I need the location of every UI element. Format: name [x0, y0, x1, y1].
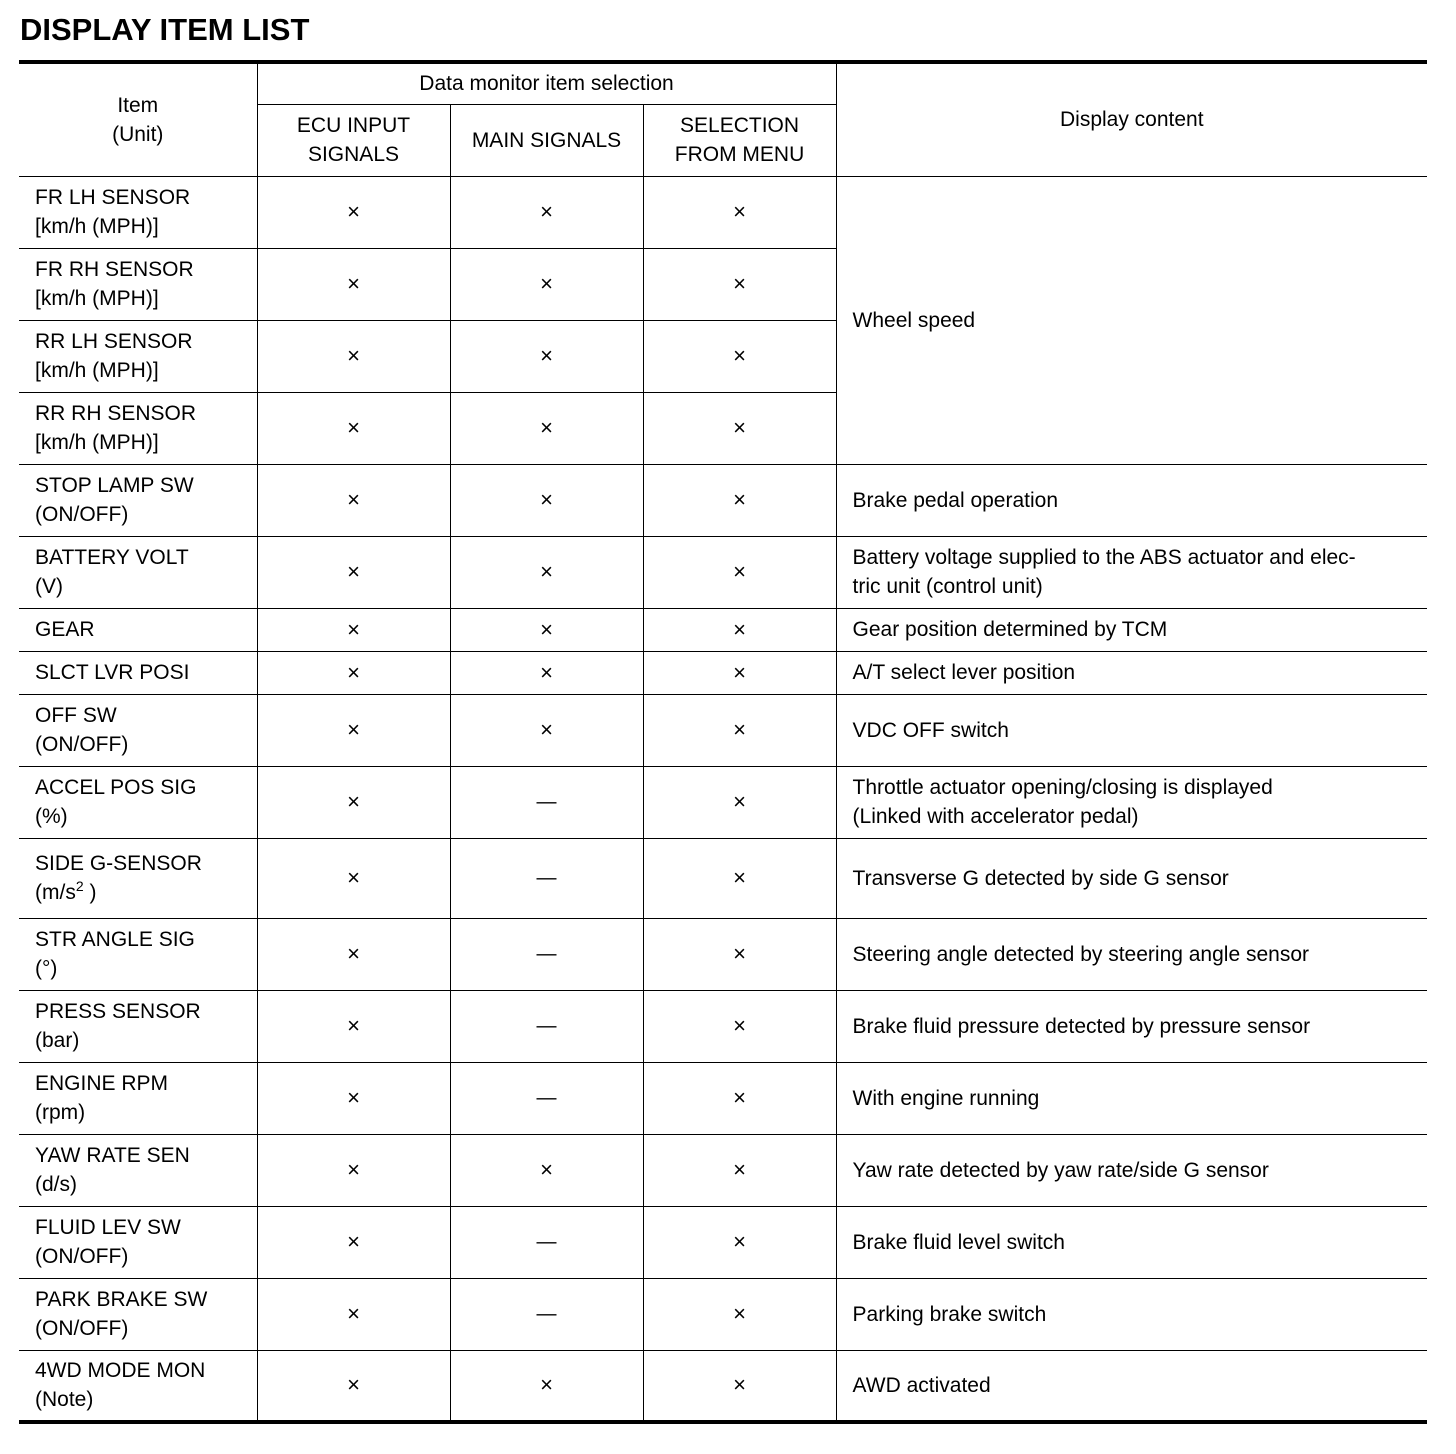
display-item-table — [19, 60, 1427, 1424]
ecu-mark: × — [257, 1278, 450, 1350]
item-unit: [km/h (MPH)] — [35, 431, 159, 454]
main-signals-header: MAIN SIGNALS — [450, 104, 643, 176]
ecu-mark: × — [257, 1134, 450, 1206]
page-title: DISPLAY ITEM LIST — [20, 12, 310, 47]
display-content-cell — [836, 918, 1427, 990]
table-row — [19, 694, 1427, 766]
unit-header-label: (Unit) — [112, 122, 164, 146]
display-content-line: Steering angle detected by steering angle sensor — [852, 942, 1310, 966]
main-mark: × — [450, 320, 643, 392]
item-cell — [19, 1134, 257, 1206]
item-cell — [19, 536, 257, 608]
item-cell — [19, 918, 257, 990]
display-content-cell — [836, 1278, 1427, 1350]
item-cell — [19, 1062, 257, 1134]
menu-mark: × — [643, 694, 836, 766]
item-unit: [km/h (MPH)] — [35, 287, 159, 310]
item-unit: (°) — [35, 957, 58, 980]
item-name: ACCEL POS SIG — [35, 776, 197, 799]
ecu-mark: × — [257, 838, 450, 918]
main-mark: — — [450, 990, 643, 1062]
table-row — [19, 1134, 1427, 1206]
ecu-mark: × — [257, 608, 450, 651]
item-cell — [19, 248, 257, 320]
item-column-header — [19, 62, 257, 176]
display-content-cell — [836, 766, 1427, 838]
table-body — [19, 176, 1427, 1422]
item-unit: (%) — [35, 805, 68, 828]
ecu-mark: × — [257, 694, 450, 766]
ecu-input-signals-header: ECU INPUT SIGNALS — [257, 104, 450, 176]
item-name: FR LH SENSOR — [35, 186, 191, 209]
item-name: FLUID LEV SW — [35, 1216, 181, 1239]
item-unit: (d/s) — [35, 1173, 77, 1196]
ecu-mark: × — [257, 918, 450, 990]
menu-mark: × — [643, 464, 836, 536]
main-mark: × — [450, 536, 643, 608]
ecu-mark: × — [257, 651, 450, 694]
display-content-line: tric unit (control unit) — [852, 575, 1043, 598]
ecu-mark: × — [257, 248, 450, 320]
main-mark: × — [450, 176, 643, 248]
item-cell — [19, 1206, 257, 1278]
ecu-mark: × — [257, 1062, 450, 1134]
display-content-cell — [836, 1134, 1427, 1206]
display-content-line: Parking brake switch — [852, 1302, 1047, 1326]
item-cell — [19, 1278, 257, 1350]
display-content-line: Transverse G detected by side G sensor — [852, 866, 1229, 890]
menu-mark: × — [643, 608, 836, 651]
display-content-line: With engine running — [852, 1086, 1040, 1110]
item-unit: [km/h (MPH)] — [35, 359, 159, 382]
display-content-cell — [836, 536, 1427, 608]
menu-mark: × — [643, 1134, 836, 1206]
table-row — [19, 766, 1427, 838]
table-row — [19, 1062, 1427, 1134]
ecu-mark: × — [257, 176, 450, 248]
selection-from-menu-header: SELECTION FROM MENU — [643, 104, 836, 176]
display-content-line: Brake pedal operation — [852, 488, 1059, 512]
menu-mark: × — [643, 536, 836, 608]
item-unit: (V) — [35, 575, 63, 598]
menu-mark: × — [643, 248, 836, 320]
item-name: YAW RATE SEN — [35, 1144, 190, 1167]
table-row — [19, 608, 1427, 651]
main-mark: × — [450, 1134, 643, 1206]
table-row — [19, 990, 1427, 1062]
menu-mark: × — [643, 1206, 836, 1278]
display-content-line: Battery voltage supplied to the ABS actuator and elec- — [852, 546, 1356, 569]
display-content-line: Brake fluid pressure detected by pressure sensor — [852, 1014, 1311, 1038]
display-content-cell — [836, 1062, 1427, 1134]
menu-mark: × — [643, 838, 836, 918]
display-content-cell — [836, 990, 1427, 1062]
display-content-line: VDC OFF switch — [852, 718, 1009, 742]
display-content-cell — [836, 1350, 1427, 1422]
display-content-line: Throttle actuator opening/closing is displayed — [852, 776, 1273, 799]
ecu-mark: × — [257, 536, 450, 608]
item-cell — [19, 838, 257, 918]
main-mark: × — [450, 1350, 643, 1422]
main-mark: — — [450, 918, 643, 990]
menu-mark: × — [643, 651, 836, 694]
table-row — [19, 1206, 1427, 1278]
display-content-cell — [836, 651, 1427, 694]
item-name: PRESS SENSOR — [35, 1000, 201, 1023]
item-unit: (rpm) — [35, 1101, 86, 1124]
item-name: 4WD MODE MON — [35, 1359, 206, 1383]
menu-mark: × — [643, 392, 836, 464]
main-mark: × — [450, 248, 643, 320]
item-cell — [19, 176, 257, 248]
display-content-cell — [836, 608, 1427, 651]
menu-mark: × — [643, 766, 836, 838]
display-content-line: A/T select lever position — [852, 661, 1076, 684]
menu-mark: × — [643, 1278, 836, 1350]
menu-mark: × — [643, 1350, 836, 1422]
ecu-mark: × — [257, 766, 450, 838]
ecu-mark: × — [257, 990, 450, 1062]
ecu-mark: × — [257, 320, 450, 392]
data-monitor-group-header: Data monitor item selection — [257, 62, 836, 104]
table-row — [19, 464, 1427, 536]
item-unit: (bar) — [35, 1029, 80, 1052]
item-unit: [km/h (MPH)] — [35, 215, 159, 238]
item-cell — [19, 694, 257, 766]
display-content-line: Gear position determined by TCM — [852, 618, 1168, 641]
item-unit: (ON/OFF) — [35, 503, 129, 526]
table-header — [19, 62, 1427, 176]
table-row — [19, 838, 1427, 918]
item-name: RR LH SENSOR — [35, 330, 193, 353]
display-content-cell — [836, 838, 1427, 918]
item-cell — [19, 1350, 257, 1422]
main-mark: — — [450, 838, 643, 918]
item-name: OFF SW — [35, 704, 117, 727]
item-name: STOP LAMP SW — [35, 474, 194, 497]
item-cell — [19, 320, 257, 392]
item-name: RR RH SENSOR — [35, 402, 197, 425]
item-cell — [19, 651, 257, 694]
item-name: ENGINE RPM — [35, 1072, 169, 1095]
item-unit: (ON/OFF) — [35, 733, 129, 756]
menu-mark: × — [643, 176, 836, 248]
menu-mark: × — [643, 990, 836, 1062]
item-name: BATTERY VOLT — [35, 546, 189, 569]
main-mark: — — [450, 1206, 643, 1278]
item-name: FR RH SENSOR — [35, 258, 194, 281]
display-content-header: Display content — [836, 62, 1427, 176]
main-mark: × — [450, 651, 643, 694]
display-content-cell — [836, 1206, 1427, 1278]
main-mark: — — [450, 1062, 643, 1134]
table-row — [19, 1350, 1427, 1422]
menu-mark: × — [643, 1062, 836, 1134]
table-row — [19, 1278, 1427, 1350]
menu-mark: × — [643, 320, 836, 392]
item-name: SLCT LVR POSI — [35, 661, 190, 684]
item-unit: (Note) — [35, 1388, 94, 1412]
item-header-label: Item — [117, 93, 159, 117]
item-cell — [19, 608, 257, 651]
display-content-cell — [836, 464, 1427, 536]
display-content-line: Brake fluid level switch — [852, 1230, 1065, 1254]
item-cell — [19, 392, 257, 464]
item-unit: (ON/OFF) — [35, 1317, 129, 1340]
main-mark: × — [450, 464, 643, 536]
item-name: PARK BRAKE SW — [35, 1288, 208, 1311]
item-cell — [19, 990, 257, 1062]
ecu-mark: × — [257, 1350, 450, 1422]
item-name: GEAR — [35, 618, 95, 641]
ecu-mark: × — [257, 392, 450, 464]
item-name: SIDE G-SENSOR — [35, 852, 202, 875]
main-mark: — — [450, 766, 643, 838]
ecu-mark: × — [257, 1206, 450, 1278]
item-unit: (ON/OFF) — [35, 1245, 129, 1268]
item-unit: ($m/s^2$ ) — [35, 878, 97, 904]
table-row — [19, 176, 1427, 248]
item-cell — [19, 464, 257, 536]
display-content-line: AWD activated — [852, 1373, 991, 1397]
table-row — [19, 651, 1427, 694]
display-content-cell — [836, 694, 1427, 766]
main-mark: — — [450, 1278, 643, 1350]
main-mark: × — [450, 694, 643, 766]
table-row — [19, 536, 1427, 608]
item-cell — [19, 766, 257, 838]
ecu-mark: × — [257, 464, 450, 536]
table-row — [19, 918, 1427, 990]
menu-mark: × — [643, 918, 836, 990]
display-content-cell: Wheel speed — [836, 176, 1427, 464]
main-mark: × — [450, 392, 643, 464]
main-mark: × — [450, 608, 643, 651]
display-content-line: Yaw rate detected by yaw rate/side G sensor — [852, 1158, 1269, 1182]
display-content-line: (Linked with accelerator pedal) — [852, 805, 1139, 828]
item-name: STR ANGLE SIG — [35, 928, 195, 951]
